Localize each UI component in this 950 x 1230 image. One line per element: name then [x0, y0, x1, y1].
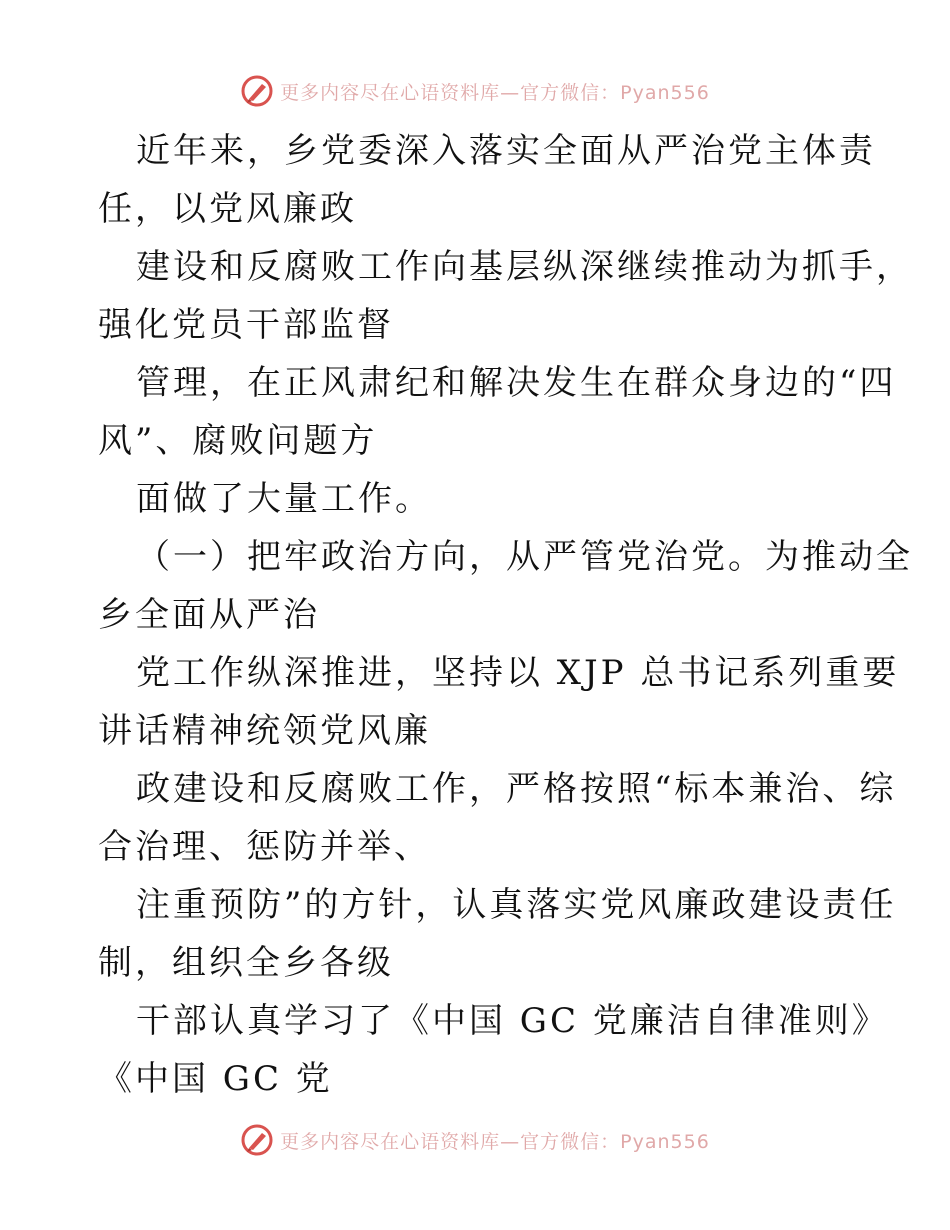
- body-line: 合治理、惩防并举、: [98, 827, 431, 867]
- body-line: （一）把牢政治方向，从严管党治党。为推动全: [136, 537, 913, 577]
- body-line: 任，以党风廉政: [98, 189, 357, 229]
- body-line: 管理，在正风肃纪和解决发生在群众身边的“四: [136, 363, 897, 403]
- body-line: 风”、腐败问题方: [98, 421, 378, 461]
- body-line: 党工作纵深推进，坚持以 XJP 总书记系列重要: [136, 653, 900, 693]
- body-line: 制，组织全乡各级: [98, 943, 394, 983]
- body-line: 讲话精神统领党风廉: [98, 711, 431, 751]
- footer-banner: [0, 1120, 950, 1160]
- body-line: 建设和反腐败工作向基层纵深继续推动为抓手，: [136, 247, 913, 287]
- body-line: 乡全面从严治: [98, 595, 320, 635]
- body-line: 政建设和反腐败工作，严格按照“标本兼治、综: [136, 769, 897, 809]
- pen-logo-icon: [240, 1123, 274, 1157]
- header-banner-text: 更多内容尽在心语资料库—官方微信：Pyan556: [280, 81, 710, 104]
- footer-banner-text: 更多内容尽在心语资料库—官方微信：Pyan556: [280, 1130, 710, 1153]
- body-line: 面做了大量工作。: [136, 479, 432, 519]
- body-line: 强化党员干部监督: [98, 305, 394, 345]
- pen-logo-icon: [240, 74, 274, 108]
- header-banner: [0, 71, 950, 111]
- document-body: [98, 122, 913, 1108]
- body-line: 《中国 GC 党: [98, 1059, 333, 1099]
- body-line: 近年来，乡党委深入落实全面从严治党主体责: [136, 131, 876, 171]
- body-line: 注重预防”的方针，认真落实党风廉政建设责任: [136, 885, 897, 925]
- body-line: 干部认真学习了《中国 GC 党廉洁自律准则》: [136, 1001, 889, 1041]
